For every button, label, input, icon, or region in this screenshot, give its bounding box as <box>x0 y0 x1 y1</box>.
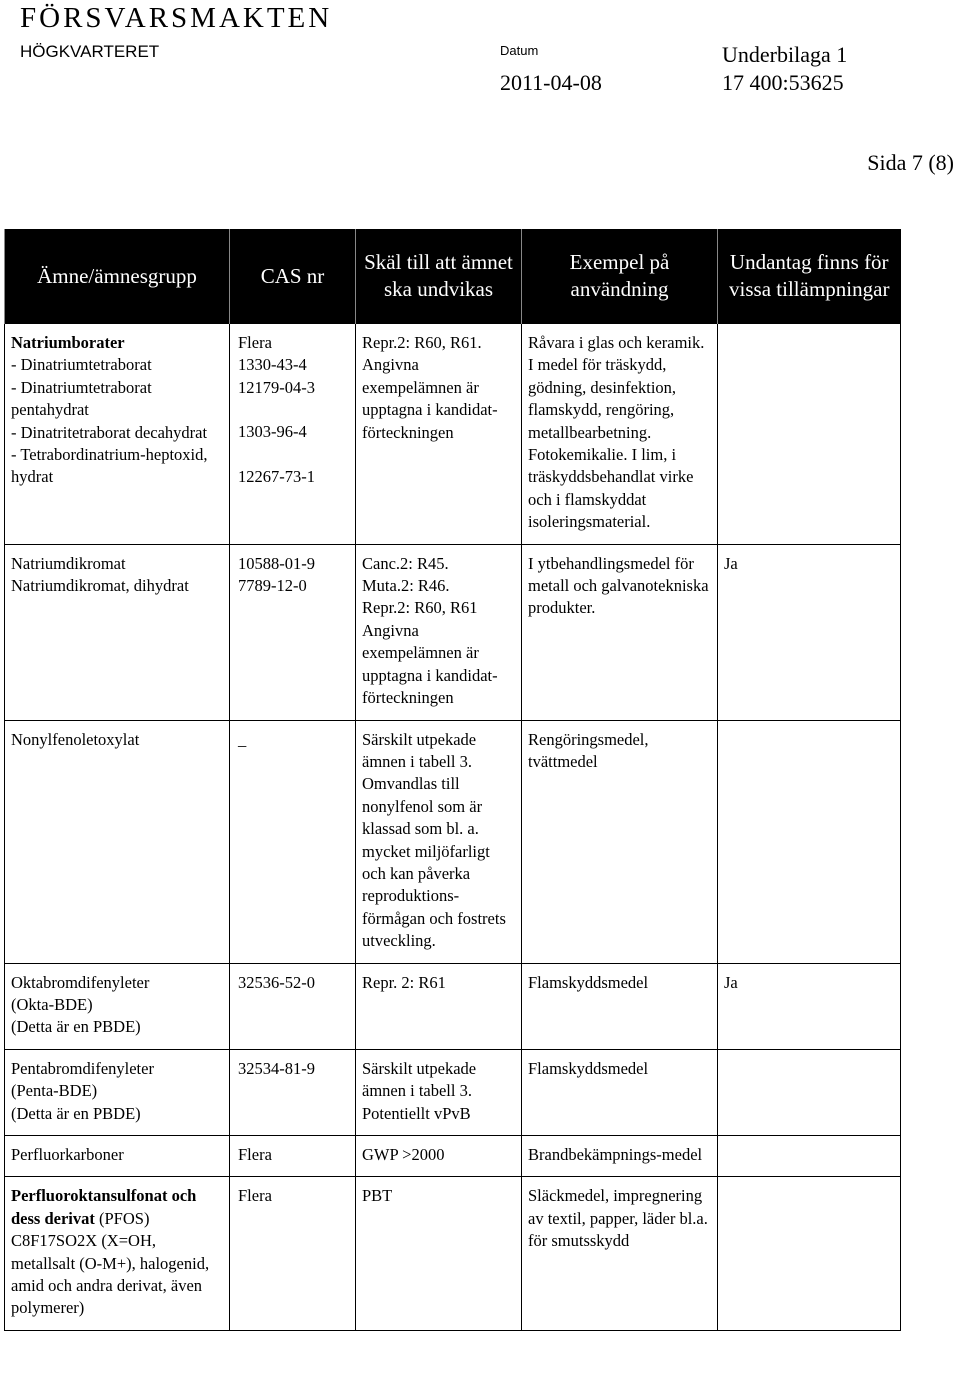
cas-cell <box>230 324 356 545</box>
reason-cell: PBT <box>356 1177 522 1330</box>
cas-number: Flera 1330-43-4 12179-04-3 <box>238 333 315 397</box>
substance-name: C8F17SO2X (X=OH, metallsalt (O-M+), halogenid, amid och andra derivat, även polymerer) <box>11 1231 210 1318</box>
table-row <box>5 963 901 1049</box>
table-row <box>5 324 901 545</box>
substance-group-title: Natriumborater <box>11 333 125 352</box>
substance-cell: Perfluorkarboner <box>5 1136 230 1177</box>
usage-cell: Släckmedel, impregnering av textil, papper, läder bl.a. för smutsskydd <box>522 1177 718 1330</box>
reason-cell: Canc.2: R45. Muta.2: R46. Repr.2: R60, R61 Angivna exempelämnen är upptagna i kandidat-förteckningen <box>356 544 522 720</box>
column-header-usage: Exempel på användning <box>522 229 718 324</box>
substance-name: - Dinatriumtetraborat - Dinatriumtetraborat pentahydrat - Dinatritetraborat decahydrat - Tetrabordinatrium-heptoxid, hydrat <box>11 355 208 487</box>
usage-cell: Flamskyddsmedel <box>522 1049 718 1135</box>
table-row <box>5 1136 901 1177</box>
exception-cell: Ja <box>718 963 901 1049</box>
reason-cell: Repr.2: R60, R61. Angivna exempelämnen är upptagna i kandidat-förteckningen <box>356 324 522 545</box>
column-header-exception: Undantag finns för vissa tillämpningar <box>718 229 901 324</box>
usage-cell: Brandbekämpnings-medel <box>522 1136 718 1177</box>
cas-number: 1303-96-4 <box>238 422 307 442</box>
document-header <box>0 0 960 200</box>
column-header-substance: Ämne/ämnesgrupp <box>5 229 230 324</box>
cas-cell: 32534-81-9 <box>230 1049 356 1135</box>
exception-cell <box>718 720 901 963</box>
substance-cell: Oktabromdifenyleter (Okta-BDE) (Detta är en PBDE) <box>5 963 230 1049</box>
exception-cell <box>718 324 901 545</box>
substance-table <box>4 229 901 1331</box>
cas-cell: 32536-52-0 <box>230 963 356 1049</box>
table-row <box>5 1177 901 1330</box>
table-row <box>5 720 901 963</box>
usage-cell: Flamskyddsmedel <box>522 963 718 1049</box>
substance-cell: Natriumdikromat Natriumdikromat, dihydrat <box>5 544 230 720</box>
date-label: Datum <box>500 43 539 58</box>
substance-cell <box>5 324 230 545</box>
reason-cell: Särskilt utpekade ämnen i tabell 3. Omvandlas till nonylfenol som är klassad som bl. a. mycket miljöfarligt och kan påverka reproduktions-förmågan och fostrets utveckling. <box>356 720 522 963</box>
substance-cell: Nonylfenoletoxylat <box>5 720 230 963</box>
exception-cell: Ja <box>718 544 901 720</box>
usage-cell: I ytbehandlingsmedel för metall och galvanotekniska produkter. <box>522 544 718 720</box>
reason-cell: Särskilt utpekade ämnen i tabell 3. Potentiellt vPvB <box>356 1049 522 1135</box>
cas-number: 12267-73-1 <box>238 466 315 486</box>
exception-cell <box>718 1177 901 1330</box>
reference-number: 17 400:53625 <box>722 70 844 95</box>
usage-cell: Rengöringsmedel, tvättmedel <box>522 720 718 963</box>
substance-cell <box>5 1177 230 1330</box>
column-header-cas: CAS nr <box>230 229 356 324</box>
substance-group-title: Perfluoroktansulfonat och dess derivat <box>11 1186 197 1228</box>
table-row <box>5 544 901 720</box>
table-row <box>5 1049 901 1135</box>
appendix-label: Underbilaga 1 <box>722 42 848 67</box>
reason-cell: GWP >2000 <box>356 1136 522 1177</box>
document-date: 2011-04-08 <box>500 70 602 95</box>
page-number: Sida 7 (8) <box>867 150 954 175</box>
unit-name: HÖGKVARTERET <box>20 42 160 61</box>
substance-cell: Pentabromdifenyleter (Penta-BDE) (Detta är en PBDE) <box>5 1049 230 1135</box>
table-header-row <box>5 229 901 324</box>
cas-cell: _ <box>230 720 356 963</box>
usage-cell: Råvara i glas och keramik. I medel för träskydd, gödning, desinfektion, flamskydd, rengöring, metallbearbetning. Fotokemikalie. I lim, i träskyddsbehandlat virke och i flamskyddat isoleringsmaterial. <box>522 324 718 545</box>
cas-cell: Flera <box>230 1177 356 1330</box>
cas-cell: Flera <box>230 1136 356 1177</box>
exception-cell <box>718 1049 901 1135</box>
column-header-reason: Skäl till att ämnet ska undvikas <box>356 229 522 324</box>
organization-name: FÖRSVARSMAKTEN <box>20 2 333 34</box>
substance-abbreviation: (PFOS) <box>94 1208 150 1228</box>
reason-cell: Repr. 2: R61 <box>356 963 522 1049</box>
exception-cell <box>718 1136 901 1177</box>
cas-cell: 10588-01-9 7789-12-0 <box>230 544 356 720</box>
